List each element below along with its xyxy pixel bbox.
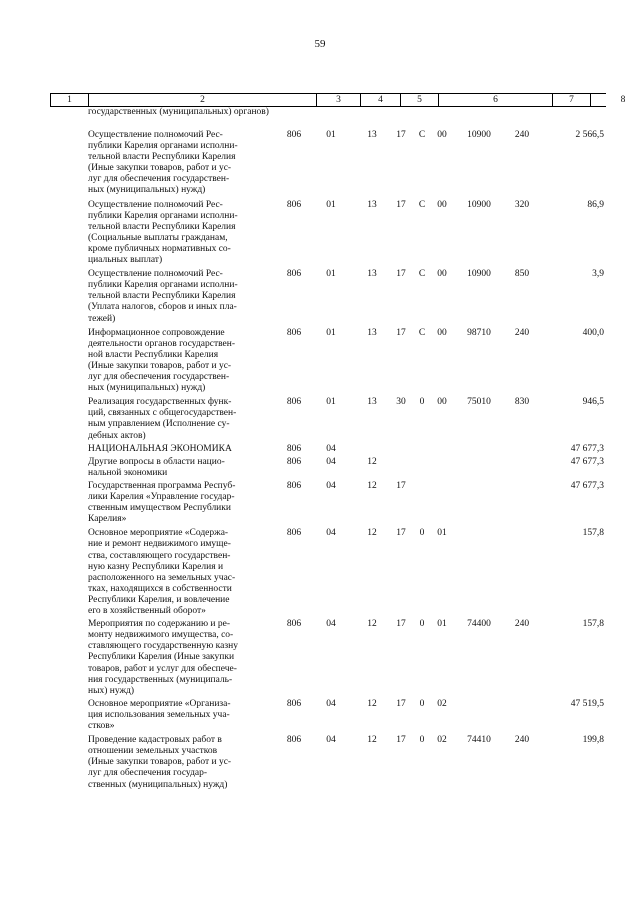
section-code: 04 [326,456,336,467]
description-line: Мероприятия по содержанию и ре- [88,619,231,630]
description-line: его в хозяйственный оборот» [88,606,206,616]
description-line: НАЦИОНАЛЬНАЯ ЭКОНОМИКА [88,443,232,454]
amount: 47 519,5 [570,698,604,709]
description-line: публики Карелия органами исполни- [88,280,238,291]
section-code: 04 [326,619,336,630]
header-col-5: 5 [400,94,438,106]
subsection-code: 12 [367,735,377,746]
expense-type-code: 240 [514,735,530,746]
description-line: луг для обеспечения государствен- [88,174,230,185]
program-code: 17 [396,698,406,709]
program-code: 17 [396,528,406,539]
description-line: ную казну Республики Карелия и [88,561,224,572]
section-code: 04 [326,735,336,746]
amount: 946,5 [582,397,604,408]
event-code: 00 [437,199,447,210]
description-line: циальных выплат) [88,255,163,266]
program-code: 30 [396,397,406,408]
direction-code: 74410 [467,735,491,746]
subprogram-code: С [418,199,426,210]
description-line: монту недвижимого имущества, со- [88,630,234,641]
description-line: Проведение кадастровых работ в [88,735,222,746]
row-description [88,619,278,697]
subsection-code: 13 [367,130,377,140]
description-line: отношении земельных участков [88,746,218,757]
program-code: 17 [396,327,406,338]
table-row [0,457,640,481]
ministry-code: 806 [286,619,302,630]
section-code: 01 [326,269,336,280]
subsection-code: 12 [367,698,377,709]
description-line: (Иные закупки товаров, работ и ус- [88,757,232,768]
expense-type-code: 320 [514,199,530,210]
description-line: ной власти Республики Карелия [88,349,219,360]
amount: 157,8 [582,619,604,630]
description-line: публики Карелия органами исполни- [88,141,238,152]
event-code: 02 [437,735,447,746]
description-line: ных) нужд) [88,685,135,696]
table-row [0,481,640,528]
header-col-3: 3 [316,94,360,106]
description-line: Реализация государственных функ- [88,397,232,408]
header-col-4: 4 [360,94,400,106]
subprogram-code: 0 [419,619,425,630]
ministry-code: 806 [286,199,302,210]
description-line: ние и ремонт недвижимого имуще- [88,539,231,550]
subprogram-code: С [418,130,426,140]
event-code: 01 [437,619,447,630]
table-row [0,619,640,699]
description-line: лики Карелия «Управление государ- [88,492,235,503]
continuation-text: государственных (муниципальных) органов) [88,107,269,117]
description-line: Республики Карелия, и вовлечение [88,594,230,605]
ministry-code: 806 [286,269,302,280]
description-line: товаров, работ и услуг для обеспече- [88,663,237,674]
ministry-code: 806 [286,480,302,491]
description-line: Осуществление полномочий Рес- [88,199,223,210]
amount: 86,9 [587,199,604,210]
page-number: 59 [314,38,326,50]
description-line: Информационное сопровождение [88,327,225,338]
description-line: ства, составляющего государствен- [88,550,231,561]
ministry-code: 806 [286,735,302,746]
subprogram-code: 0 [419,397,425,408]
description-line: ния государственных (муниципаль- [88,674,233,685]
direction-code: 10900 [467,130,491,140]
ministry-code: 806 [286,397,302,408]
description-line: луг для обеспечения государствен- [88,372,230,383]
header-col-1: 1 [50,94,88,106]
row-description [88,200,278,267]
description-line: кроме публичных нормативных со- [88,243,231,254]
table-row [0,397,640,443]
amount: 3,9 [592,269,604,280]
expense-type-code: 240 [514,130,530,140]
row-description [88,130,278,197]
section-code: 01 [326,130,336,140]
description-line: тельной власти Республики Карелия [88,291,236,302]
program-code: 17 [396,269,406,280]
program-code: 17 [396,480,406,491]
table-header [50,93,626,107]
description-line: луг для обеспечения государ- [88,768,208,779]
description-line: Основное мероприятие «Содержа- [88,528,229,539]
subprogram-code: С [418,327,426,338]
description-line: Государственная программа Респуб- [88,480,236,491]
row-description [88,269,278,324]
row-description [88,481,278,525]
description-line: Основное мероприятие «Организа- [88,698,231,709]
description-line: ных (муниципальных) нужд) [88,185,206,196]
event-code: 00 [437,397,447,408]
description-line: тках, находящихся в собственности [88,583,232,594]
description-line: ных (муниципальных) нужд) [88,383,206,394]
table-row [0,735,640,791]
subprogram-code: 0 [419,735,425,746]
row-description [88,457,278,479]
subsection-code: 13 [367,199,377,210]
description-line: нальной экономики [88,467,168,478]
direction-code: 74400 [467,619,491,630]
description-line: Другие вопросы в области нацио- [88,456,225,467]
table-row [0,699,640,735]
description-line: ставляющего государственную казну [88,641,238,652]
header-col-7: 7 [552,94,590,106]
program-code: 17 [396,735,406,746]
description-line: дебных актов) [88,430,146,441]
direction-code: 75010 [467,397,491,408]
description-line: расположенного на земельных учас- [88,572,236,583]
subsection-code: 13 [367,327,377,338]
ministry-code: 806 [286,130,302,140]
ministry-code: 806 [286,456,302,467]
table-row [0,130,640,200]
subsection-code: 12 [367,528,377,539]
header-col-8: 8 [590,94,640,106]
header-col-6: 6 [438,94,552,106]
subprogram-code: 0 [419,528,425,539]
event-code: 01 [437,528,447,539]
subsection-code: 13 [367,269,377,280]
amount: 47 677,3 [570,480,604,491]
row-description [88,397,278,441]
section-code: 04 [326,443,336,454]
subprogram-code: 0 [419,698,425,709]
ministry-code: 806 [286,327,302,338]
row-description [88,699,278,732]
budget-table-body [0,130,640,791]
header-col-2: 2 [88,94,316,106]
description-line: (Уплата налогов, сборов и иных пла- [88,302,237,313]
table-row [0,444,640,457]
expense-type-code: 830 [514,397,530,408]
direction-code: 10900 [467,269,491,280]
description-line: тежей) [88,313,116,324]
section-code: 04 [326,528,336,539]
description-line: Республики Карелия (Иные закупки [88,652,235,663]
section-code: 04 [326,698,336,709]
description-line: Осуществление полномочий Рес- [88,130,223,140]
event-code: 00 [437,269,447,280]
ministry-code: 806 [286,443,302,454]
program-code: 17 [396,199,406,210]
row-description [88,328,278,395]
amount: 157,8 [582,528,604,539]
amount: 47 677,3 [570,456,604,467]
row-description [88,528,278,617]
subsection-code: 12 [367,456,377,467]
description-line: публики Карелия органами исполни- [88,210,238,221]
table-row [0,328,640,398]
event-code: 00 [437,327,447,338]
subprogram-code: С [418,269,426,280]
program-code: 17 [396,130,406,140]
section-code: 01 [326,397,336,408]
subsection-code: 12 [367,480,377,491]
table-row [0,269,640,328]
description-line: стков» [88,721,115,732]
description-line: ция использования земельных уча- [88,709,230,720]
section-code: 01 [326,327,336,338]
description-line: Карелия» [88,514,127,525]
event-code: 00 [437,130,447,140]
row-description [88,444,278,455]
section-code: 01 [326,199,336,210]
description-line: ным управлением (Исполнение су- [88,419,230,430]
direction-code: 98710 [467,327,491,338]
description-line: (Социальные выплаты гражданам, [88,232,228,243]
row-description [88,735,278,790]
event-code: 02 [437,698,447,709]
expense-type-code: 240 [514,327,530,338]
description-line: тельной власти Республики Карелия [88,221,236,232]
subsection-code: 12 [367,619,377,630]
direction-code: 10900 [467,199,491,210]
description-line: деятельности органов государствен- [88,338,236,349]
description-line: ций, связанных с общегосударствен- [88,408,237,419]
table-row [0,528,640,619]
section-code: 04 [326,480,336,491]
description-line: тельной власти Республики Карелия [88,152,236,163]
subsection-code: 13 [367,397,377,408]
expense-type-code: 850 [514,269,530,280]
amount: 199,8 [582,735,604,746]
ministry-code: 806 [286,698,302,709]
description-line: Осуществление полномочий Рес- [88,269,223,280]
amount: 2 566,5 [575,130,604,140]
description-line: (Иные закупки товаров, работ и ус- [88,360,232,371]
expense-type-code: 240 [514,619,530,630]
amount: 400,0 [582,327,604,338]
description-line: (Иные закупки товаров, работ и ус- [88,163,232,174]
table-row [0,200,640,270]
description-line: ственных (муниципальных) нужд) [88,779,228,790]
ministry-code: 806 [286,528,302,539]
program-code: 17 [396,619,406,630]
amount: 47 677,3 [570,443,604,454]
description-line: ственным имуществом Республики [88,503,231,514]
